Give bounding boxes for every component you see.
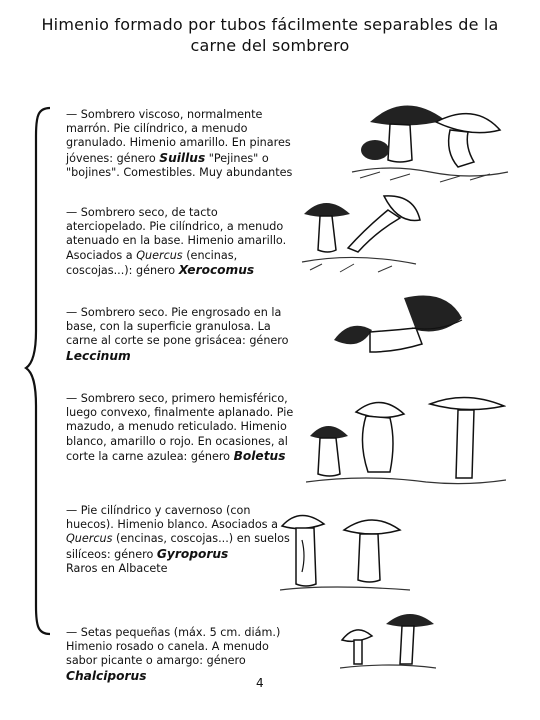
entry-text: — Sombrero seco. Pie engrosado en la base, con la superficie granulosa. La carne al corte se pone grisácea: género bbox=[66, 306, 289, 348]
page-number: 4 bbox=[256, 676, 264, 690]
quercus-term: Quercus bbox=[66, 532, 113, 546]
genus-name: Gyroporus bbox=[156, 546, 229, 561]
entry-text: — Pie cilíndrico y cavernoso (con huecos). Himenio blanco. Asociados a bbox=[66, 504, 278, 532]
page-title: Himenio formado por tubos fácilmente separables de la carne del sombrero bbox=[41, 15, 499, 55]
entry-text: — Sombrero seco, de tacto aterciopelado. Pie cilíndrico, a menudo atenuado en la base. Himenio amarillo. Asociados a bbox=[66, 206, 287, 262]
genus-name: Leccinum bbox=[66, 348, 131, 363]
genus-name: Boletus bbox=[233, 448, 286, 463]
entry-text: — Sombrero viscoso, normalmente marrón. Pie cilíndrico, a menudo granulado. Himenio amarillo. En pinares jóvenes: género bbox=[66, 108, 291, 165]
entry-text-mid: (encinas, coscojas...) en suelos silíceos: género bbox=[66, 532, 290, 561]
entry-text: — Setas pequeñas (máx. 5 cm. diám.) Himenio rosado o canela. A menudo sabor picante o amargo: género bbox=[66, 626, 281, 668]
rarity-note: Raros en Albacete bbox=[66, 561, 168, 575]
entry-leccinum bbox=[66, 306, 298, 364]
genus-name: Suillus bbox=[159, 150, 206, 165]
suillus-mushrooms-illustration bbox=[350, 92, 510, 192]
entry-gyroporus bbox=[66, 504, 298, 576]
curly-brace bbox=[24, 106, 54, 636]
entry-text: — Sombrero seco, primero hemisférico, luego convexo, finalmente aplanado. Pie mazudo, a menudo reticulado. Himenio blanco, amarillo o rojo. En ocasiones, al corte la carne azulea: género bbox=[66, 392, 294, 463]
entry-boletus bbox=[66, 392, 298, 464]
entry-xerocomus bbox=[66, 206, 298, 278]
entry-text-mid: (encinas, coscojas...): género bbox=[66, 248, 238, 277]
quercus-term: Quercus bbox=[136, 248, 183, 262]
entry-suillus bbox=[66, 108, 298, 180]
entry-text-after: "Pejines" o "bojines". Comestibles. Muy abundantes bbox=[66, 151, 293, 179]
genus-name: Chalciporus bbox=[66, 668, 147, 683]
genus-name: Xerocomus bbox=[178, 262, 255, 277]
